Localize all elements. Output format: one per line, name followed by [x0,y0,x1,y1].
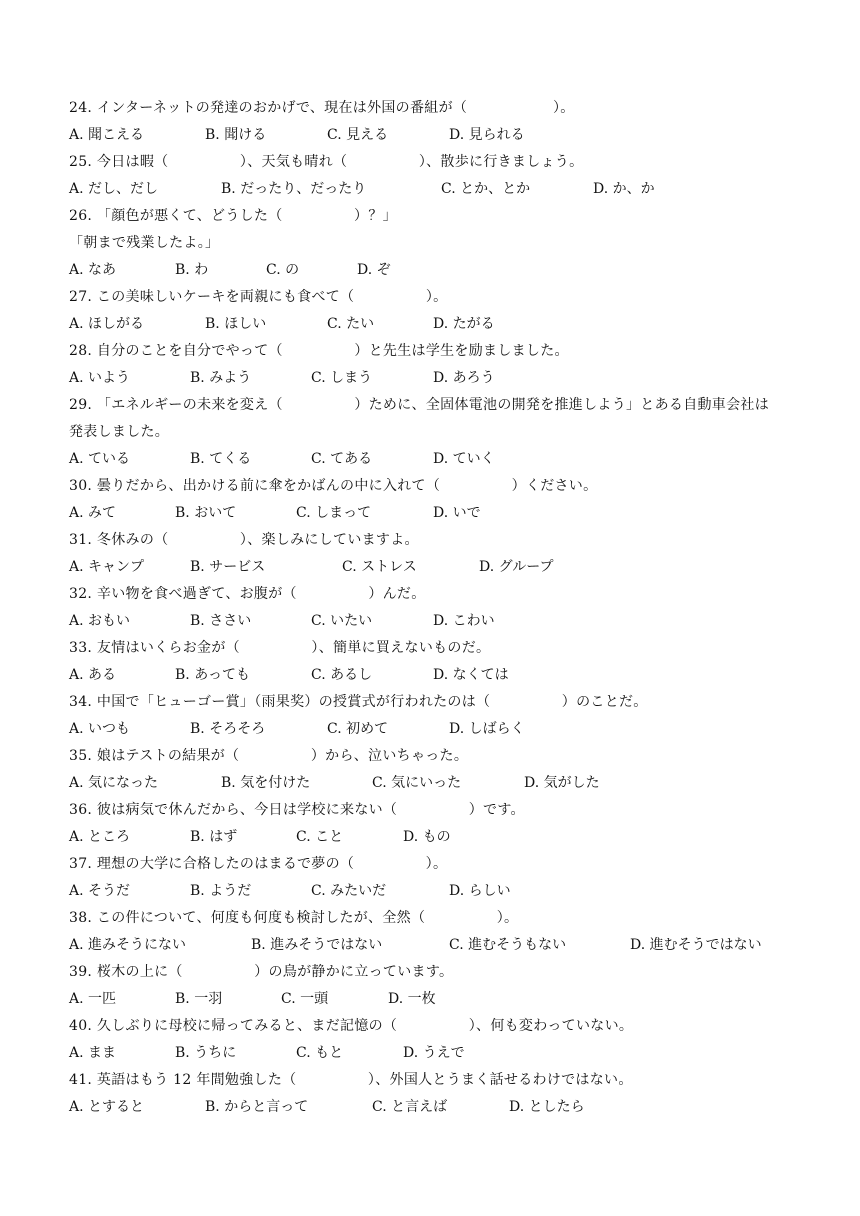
answer-option-c: C. あるし [311,667,373,683]
answer-option-a: A. ある [69,667,117,683]
answer-option-c: C. 気にいった [372,775,462,791]
question-stem: 33. 友情はいくらお金が（ ）、簡単に買えないものだ。 [69,640,491,656]
answer-option-d: D. 気がした [524,775,600,791]
answer-option-b: B. わ [175,262,209,278]
answer-option-c: C. とか、とか [441,181,531,197]
question-stem: 41. 英語はもう 12 年間勉強した（ ）、外国人とうまく話せるわけではない。 [69,1072,633,1088]
answer-option-c: C. 進むそうもない [449,937,567,953]
answer-option-a: A. キャンプ [69,559,145,575]
question-stem: 25. 今日は暇（ ）、天気も晴れ（ ）、散歩に行きましょう。 [69,154,584,170]
answer-option-d: D. しばらく [449,721,525,737]
answer-option-b: B. みよう [190,370,252,386]
answer-option-d: D. たがる [433,316,495,332]
answer-option-b: B. だったり、だったり [221,181,367,197]
answer-option-a: A. まま [69,1045,117,1061]
answer-option-b: B. 聞ける [205,127,267,143]
answer-option-b: B. おいて [175,505,237,521]
answer-option-a: A. ほしがる [69,316,145,332]
answer-option-b: B. はず [190,829,238,845]
answer-option-d: D. いで [433,505,481,521]
answer-option-c: C. 初めて [327,721,389,737]
answer-option-b: B. 気を付けた [221,775,311,791]
answer-option-a: A. おもい [69,613,131,629]
answer-option-c: C. 一頭 [281,991,329,1007]
answer-option-c: C. たい [327,316,375,332]
question-stem: 37. 理想の大学に合格したのはまるで夢の（ ）。 [69,856,448,872]
question-stem: 26. 「顔色が悪くて、どうした（ ）？」 [69,208,397,224]
answer-option-a: A. みて [69,505,117,521]
answer-option-c: C. みたいだ [311,883,387,899]
question-stem: 24. インターネットの発達のおかげで、現在は外国の番組が（ ）。 [69,100,575,116]
answer-option-c: C. いたい [311,613,373,629]
answer-option-a: A. 気になった [69,775,159,791]
answer-option-a: A. 聞こえる [69,127,145,143]
question-stem: 27. この美味しいケーキを両親にも食べて（ ）。 [69,289,448,305]
answer-option-b: B. そろそろ [190,721,266,737]
answer-option-a: A. 進みそうにない [69,937,187,953]
answer-option-b: B. ほしい [205,316,267,332]
answer-option-d: D. ていく [433,451,495,467]
answer-option-b: B. 進みそうではない [251,937,383,953]
question-stem: 40. 久しぶりに母校に帰ってみると、まだ記憶の（ ）、何も変わっていない。 [69,1018,634,1034]
answer-option-c: C. の [266,262,300,278]
question-stem: 30. 曇りだから、出かける前に傘をかばんの中に入れて（ ）ください。 [69,478,598,494]
question-stem: 35. 娘はテストの結果が（ ）から、泣いちゃった。 [69,748,469,764]
question-stem: 29. 「エネルギーの未来を変え（ ）ために、全固体電池の開発を推進しよう」とある自動車会社は [69,397,770,413]
answer-option-c: C. てある [311,451,373,467]
answer-option-d: D. 見られる [449,127,525,143]
answer-option-c: C. 見える [327,127,389,143]
answer-option-d: D. としたら [509,1099,585,1115]
answer-option-d: D. らしい [449,883,511,899]
answer-option-c: C. しまって [296,505,372,521]
answer-option-a: A. ところ [69,829,131,845]
answer-option-a: A. そうだ [69,883,131,899]
answer-option-b: B. あっても [175,667,251,683]
answer-option-c: C. こと [296,829,344,845]
answer-option-a: A. いつも [69,721,131,737]
question-stem: 31. 冬休みの（ ）、楽しみにしていますよ。 [69,532,419,548]
question-stem-continued: 「朝まで残業したよ。」 [69,235,220,251]
question-stem-continued: 発表しました。 [69,424,170,440]
question-stem: 39. 桜木の上に（ ）の鳥が静かに立っています。 [69,964,454,980]
answer-option-a: A. いよう [69,370,131,386]
answer-option-d: D. か、か [593,181,655,197]
question-stem: 36. 彼は病気で休んだから、今日は学校に来ない（ ）です。 [69,802,525,818]
answer-option-a: A. なあ [69,262,117,278]
answer-option-d: D. グループ [479,559,554,575]
question-stem: 28. 自分のことを自分でやって（ ）と先生は学生を励ましました。 [69,343,569,359]
question-stem: 38. この件について、何度も何度も検討したが、全然（ ）。 [69,910,519,926]
answer-option-b: B. サービス [190,559,266,575]
answer-option-a: A. とすると [69,1099,145,1115]
question-stem: 32. 辛い物を食べ過ぎて、お腹が（ ）んだ。 [69,586,426,602]
answer-option-c: C. もと [296,1045,344,1061]
answer-option-b: B. 一羽 [175,991,223,1007]
answer-option-d: D. もの [403,829,451,845]
answer-option-a: A. 一匹 [69,991,117,1007]
answer-option-b: B. てくる [190,451,252,467]
answer-option-b: B. うちに [175,1045,237,1061]
answer-option-b: B. ささい [190,613,252,629]
answer-option-d: D. 進むそうではない [630,937,762,953]
answer-option-d: D. 一枚 [388,991,436,1007]
answer-option-c: C. ストレス [342,559,417,575]
answer-option-a: A. だし、だし [69,181,159,197]
answer-option-d: D. うえで [403,1045,465,1061]
answer-option-b: B. からと言って [205,1099,309,1115]
answer-option-c: C. と言えば [372,1099,448,1115]
answer-option-b: B. ようだ [190,883,252,899]
answer-option-c: C. しまう [311,370,373,386]
answer-option-a: A. ている [69,451,131,467]
answer-option-d: D. あろう [433,370,495,386]
answer-option-d: D. ぞ [357,262,391,278]
question-stem: 34. 中国で「ヒューゴー賞」（雨果奖）の授賞式が行われたのは（ ）のことだ。 [69,694,648,710]
answer-option-d: D. こわい [433,613,495,629]
answer-option-d: D. なくては [433,667,509,683]
